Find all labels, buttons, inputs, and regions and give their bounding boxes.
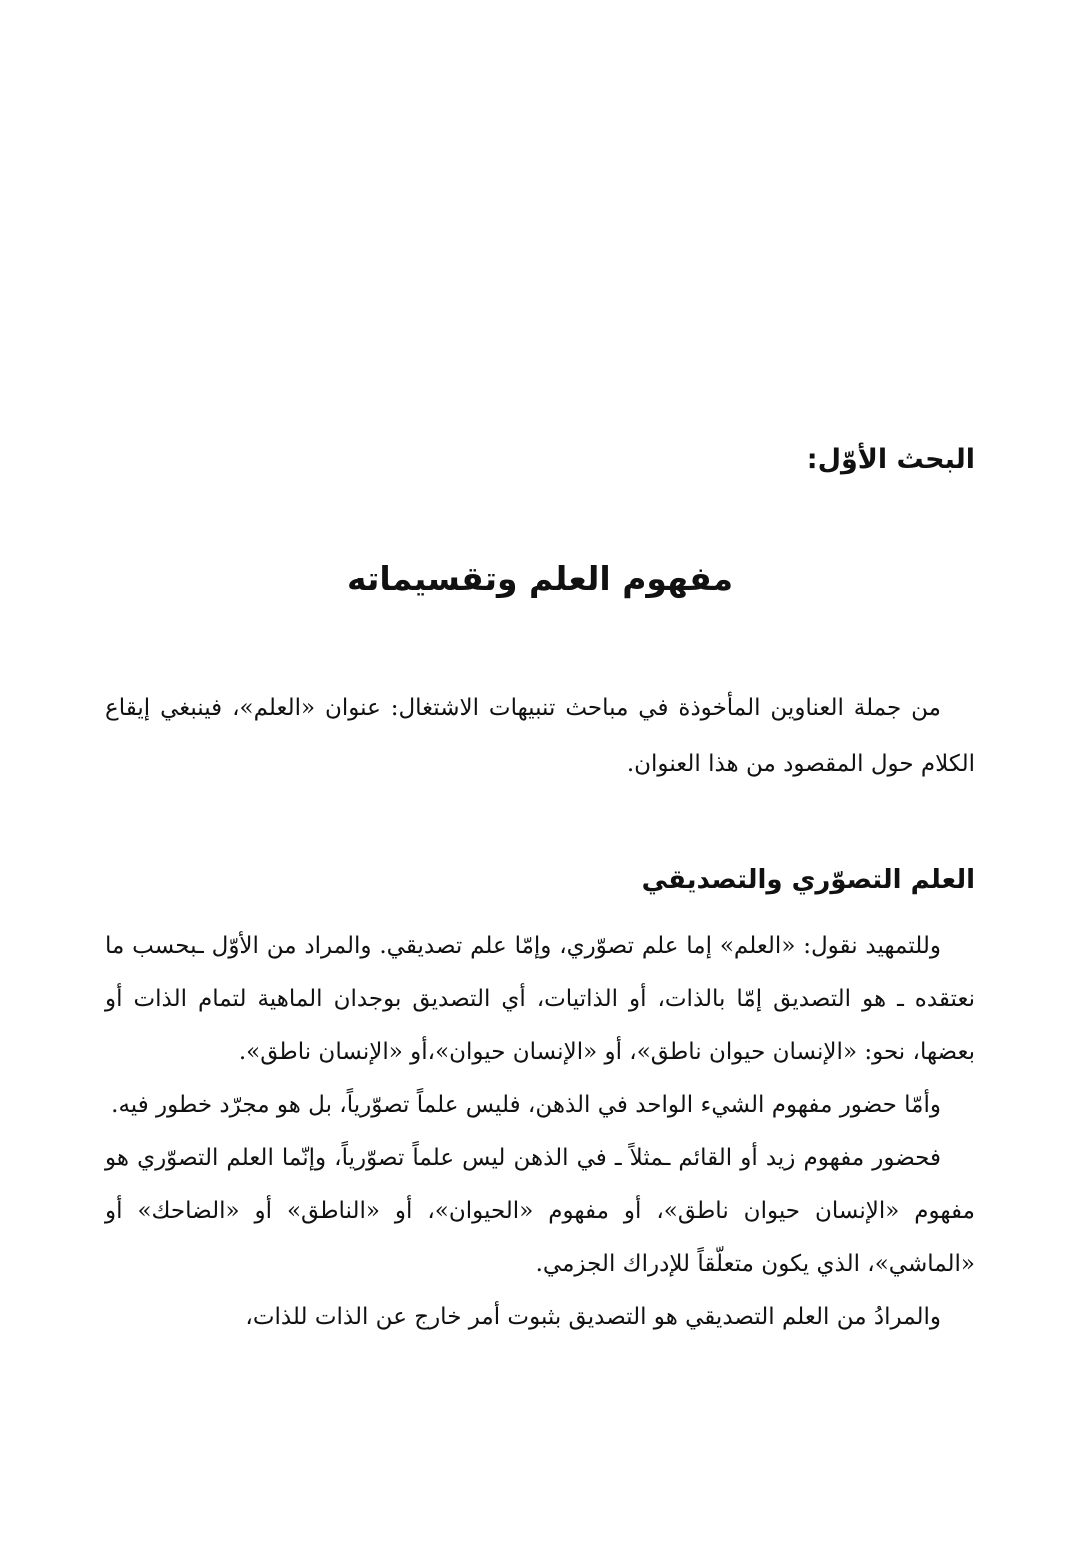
intro-block	[105, 680, 975, 792]
subsection-heading: العلم التصوّري والتصديقي	[641, 865, 975, 895]
body-paragraph: والمرادُ من العلم التصديقي هو التصديق بثبوت أمر خارج عن الذات للذات،	[245, 1304, 941, 1330]
body-paragraph: وللتمهيد نقول: «العلم» إما علم تصوّري، وإمّا علم تصديقي. والمراد من الأوّل ـبحسب ما نعتقده ـ هو التصديق إمّا بالذات، أو الذاتيات، أي التصديق بوجدان الماهية لتمام الذات أو بعضها، نحو: «الإنسان حيوان ناطق»، أو «الإنسان حيوان»،أو «الإنسان ناطق».	[105, 933, 975, 1065]
chapter-title: مفهوم العلم وتقسيماته	[346, 559, 734, 598]
intro-paragraph: من جملة العناوين المأخوذة في مباحث تنبيهات الاشتغال: عنوان «العلم»، فينبغي إيقاع الكلام حول المقصود من هذا العنوان.	[105, 695, 975, 777]
body-paragraph: وأمّا حضور مفهوم الشيء الواحد في الذهن، فليس علماً تصوّرياً، بل هو مجرّد خطور فيه.	[111, 1092, 941, 1118]
document-page	[105, 0, 975, 1552]
body-text	[105, 920, 975, 1344]
section-label: البحث الأوّل:	[806, 444, 975, 475]
body-paragraph: فحضور مفهوم زيد أو القائم ـمثلاً ـ في الذهن ليس علماً تصوّرياً، وإنّما العلم التصوّري هو مفهوم «الإنسان حيوان ناطق»، أو مفهوم «الحيوان»، أو «الناطق» أو «الضاحك» أو «الماشي»، الذي يكون متعلّقاً للإدراك الجزمي.	[105, 1145, 975, 1277]
